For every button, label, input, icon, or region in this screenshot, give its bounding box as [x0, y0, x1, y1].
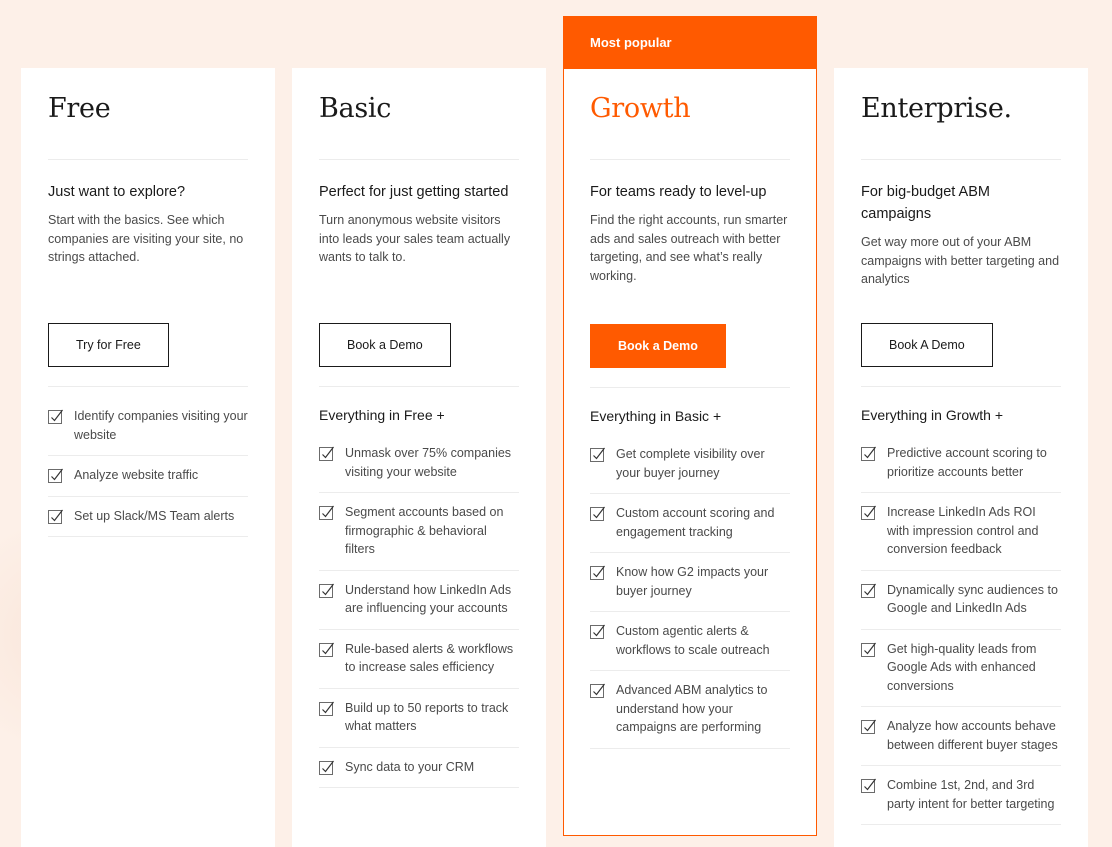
feature-text: Know how G2 impacts your buyer journey	[616, 565, 769, 598]
feature-section	[48, 386, 248, 537]
checkbox-check-icon	[590, 447, 606, 463]
checkbox-check-icon	[590, 506, 606, 522]
feature-list	[861, 434, 1061, 825]
book-demo-button[interactable]: Book a Demo	[590, 324, 726, 368]
feature-list	[48, 387, 248, 537]
divider	[319, 159, 519, 160]
plan-name: Basic	[319, 93, 392, 124]
feature-text: Custom account scoring and engagement tracking	[616, 506, 775, 539]
feature-item	[319, 748, 519, 789]
divider	[590, 159, 790, 160]
plan-card-growth	[563, 16, 817, 836]
feature-text: Get high-quality leads from Google Ads with enhanced conversions	[887, 641, 1037, 693]
features-heading: Everything in Growth +	[861, 407, 1004, 423]
most-popular-badge: Most popular	[564, 17, 816, 69]
plan-description: Turn anonymous website visitors into leads your sales team actually wants to talk to.	[319, 213, 511, 264]
feature-item	[319, 571, 519, 630]
checkbox-check-icon	[861, 505, 877, 521]
feature-text: Set up Slack/MS Team alerts	[74, 508, 235, 523]
plan-card-basic	[292, 68, 546, 847]
feature-text: Advanced ABM analytics to understand how your campaigns are performing	[616, 683, 768, 734]
feature-text: Increase LinkedIn Ads ROI with impression control and conversion feedback	[887, 505, 1039, 556]
plan-tagline: For big-budget ABM campaigns	[861, 184, 990, 222]
feature-text: Combine 1st, 2nd, and 3rd party intent for better targeting	[887, 778, 1055, 811]
checkbox-check-icon	[319, 642, 335, 658]
feature-text: Segment accounts based on firmographic & behavioral filters	[345, 505, 504, 556]
checkbox-check-icon	[590, 683, 606, 699]
feature-item	[861, 434, 1061, 493]
checkbox-check-icon	[590, 565, 606, 581]
feature-item	[319, 434, 519, 493]
plan-description: Find the right accounts, run smarter ads and sales outreach with better targeting, and see what’s really working.	[590, 213, 788, 283]
feature-item	[590, 671, 790, 749]
feature-text: Dynamically sync audiences to Google and LinkedIn Ads	[887, 582, 1058, 615]
checkbox-check-icon	[590, 624, 606, 640]
feature-text: Custom agentic alerts & workflows to scale outreach	[616, 624, 770, 657]
checkbox-check-icon	[319, 505, 335, 521]
plan-tagline: For teams ready to level-up	[590, 184, 767, 200]
plan-description: Get way more out of your ABM campaigns with better targeting and analytics	[861, 235, 1060, 286]
feature-item	[319, 689, 519, 748]
plan-description: Start with the basics. See which companies are visiting your site, no strings attached.	[48, 213, 244, 264]
feature-item	[861, 707, 1061, 766]
feature-text: Understand how LinkedIn Ads are influencing your accounts	[345, 582, 512, 615]
feature-item	[48, 456, 248, 497]
feature-text: Unmask over 75% companies visiting your website	[345, 446, 512, 479]
plan-tagline: Just want to explore?	[48, 184, 186, 200]
checkbox-check-icon	[319, 446, 335, 462]
checkbox-check-icon	[319, 583, 335, 599]
checkbox-check-icon	[48, 409, 64, 425]
features-heading: Everything in Free +	[319, 407, 445, 423]
feature-section	[861, 386, 1061, 825]
checkbox-check-icon	[861, 446, 877, 462]
feature-item	[861, 766, 1061, 825]
feature-item	[590, 435, 790, 494]
feature-text: Sync data to your CRM	[345, 759, 475, 774]
feature-item	[319, 493, 519, 571]
plan-card-enterprise	[834, 68, 1088, 847]
feature-item	[48, 497, 248, 538]
book-demo-button[interactable]: Book a Demo	[319, 323, 451, 367]
feature-text: Analyze how accounts behave between different buyer stages	[887, 719, 1058, 752]
book-demo-button[interactable]: Book A Demo	[861, 323, 993, 367]
plan-name: Free	[48, 93, 111, 124]
feature-item	[48, 387, 248, 456]
feature-text: Identify companies visiting your website	[74, 409, 248, 442]
plan-card-free	[21, 68, 275, 847]
feature-item	[590, 494, 790, 553]
checkbox-check-icon	[861, 719, 877, 735]
feature-section	[590, 387, 790, 749]
feature-text: Analyze website traffic	[74, 468, 199, 482]
divider	[861, 159, 1061, 160]
feature-item	[590, 612, 790, 671]
feature-list	[590, 435, 790, 749]
feature-section	[319, 386, 519, 788]
feature-item	[861, 571, 1061, 630]
checkbox-check-icon	[861, 583, 877, 599]
checkbox-check-icon	[861, 642, 877, 658]
feature-item	[590, 553, 790, 612]
checkbox-check-icon	[319, 701, 335, 717]
checkbox-check-icon	[48, 468, 64, 484]
feature-item	[319, 630, 519, 689]
feature-item	[861, 493, 1061, 571]
feature-list	[319, 434, 519, 788]
feature-text: Rule-based alerts & workflows to increase sales efficiency	[345, 641, 514, 674]
checkbox-check-icon	[319, 760, 335, 776]
divider	[48, 159, 248, 160]
features-heading: Everything in Basic +	[590, 408, 722, 424]
feature-item	[861, 630, 1061, 708]
plan-name: Enterprise.	[861, 93, 1012, 124]
try-for-free-button[interactable]: Try for Free	[48, 323, 169, 367]
checkbox-check-icon	[48, 509, 64, 525]
checkbox-check-icon	[861, 778, 877, 794]
plan-tagline: Perfect for just getting started	[319, 184, 509, 200]
feature-text: Predictive account scoring to prioritize accounts better	[887, 446, 1047, 479]
feature-text: Build up to 50 reports to track what matters	[345, 700, 509, 733]
plan-name: Growth	[590, 93, 691, 124]
feature-text: Get complete visibility over your buyer journey	[616, 447, 765, 480]
